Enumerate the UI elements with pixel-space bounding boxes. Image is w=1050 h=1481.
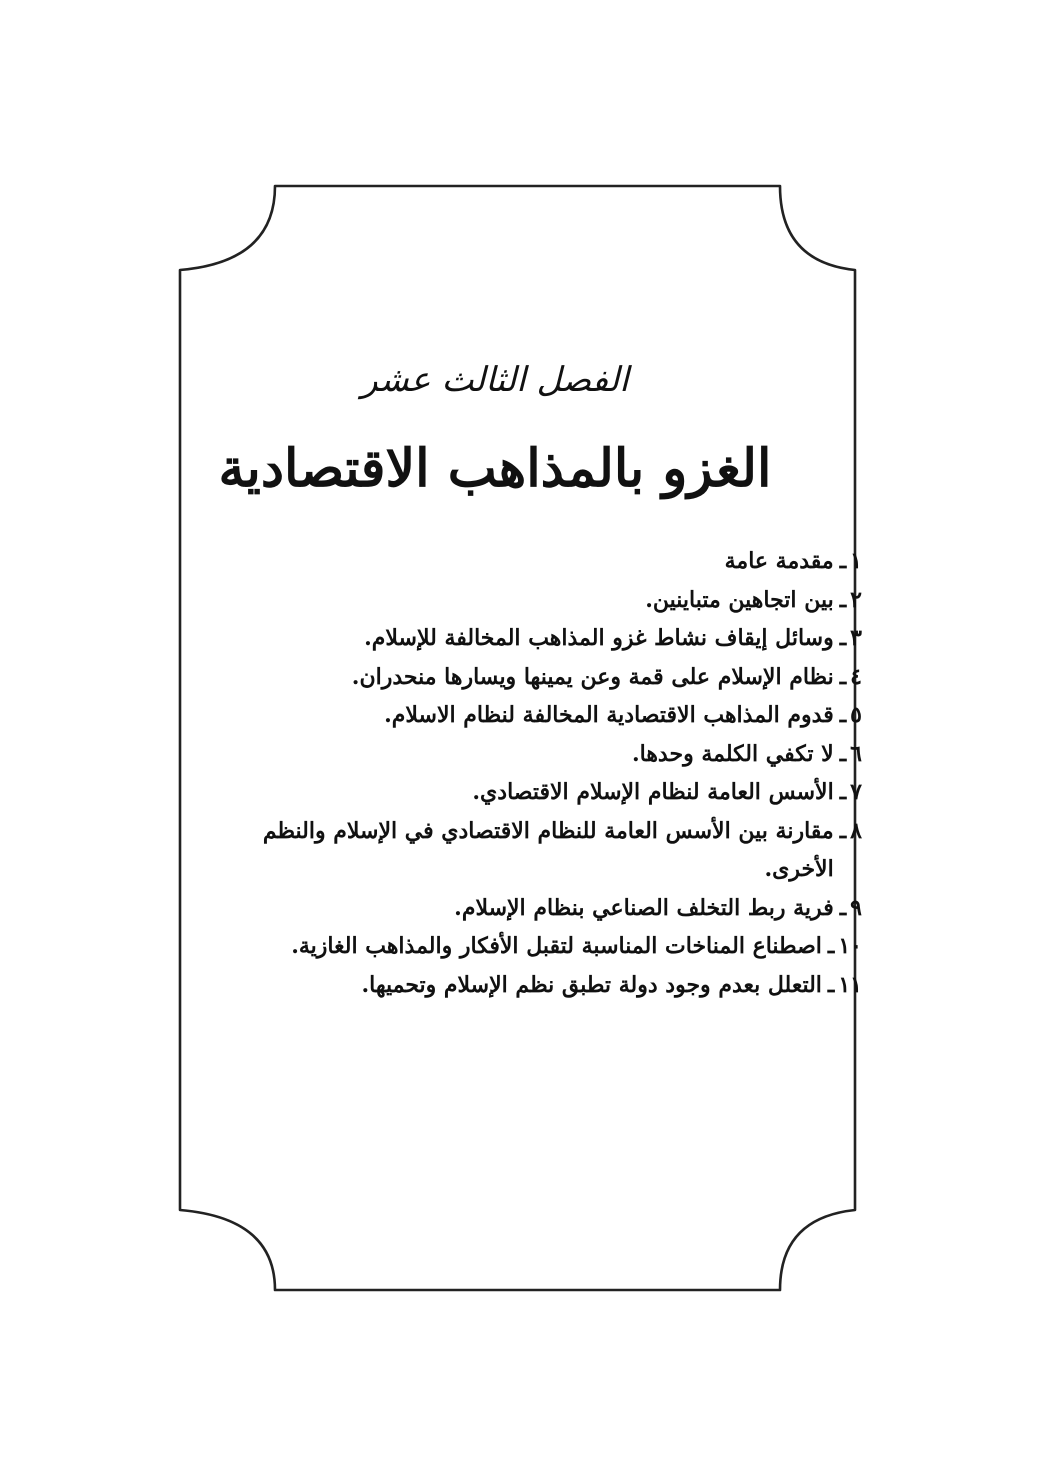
- toc-item-number: ٨: [850, 817, 862, 844]
- chapter-page: [200, 350, 862, 1004]
- toc-item: [212, 658, 862, 697]
- toc-item-text: وسائل إيقاف نشاط غزو المذاهب المخالفة للإسلام.: [364, 625, 834, 652]
- toc-item-dash: ـ: [827, 971, 835, 998]
- toc-item: [212, 812, 862, 889]
- toc-item-text: لا تكفي الكلمة وحدها.: [631, 740, 834, 767]
- chapter-contents-list: [212, 542, 862, 1004]
- toc-item-number: ٤: [850, 663, 862, 690]
- toc-item-text: التعلل بعدم وجود دولة تطبق نظم الإسلام وتحميها.: [361, 971, 822, 998]
- toc-item-text: قدوم المذاهب الاقتصادية المخالفة لنظام الاسلام.: [384, 702, 834, 729]
- toc-item: [212, 889, 862, 928]
- toc-item-number: ٩: [850, 894, 862, 921]
- toc-item-dash: ـ: [839, 586, 847, 613]
- toc-item-number: ١١: [838, 971, 862, 998]
- toc-item: [212, 735, 862, 774]
- toc-item: [212, 581, 862, 620]
- toc-item-number: ٣: [850, 625, 862, 652]
- toc-item: [212, 773, 862, 812]
- toc-item-dash: ـ: [839, 663, 847, 690]
- toc-item: [212, 696, 862, 735]
- toc-item-number: ١: [850, 548, 862, 575]
- toc-item-text: الأسس العامة لنظام الإسلام الاقتصادي.: [472, 779, 834, 806]
- toc-item-dash: ـ: [839, 894, 847, 921]
- toc-item-text: اصطناع المناخات المناسبة لتقبل الأفكار والمذاهب الغازية.: [291, 933, 822, 960]
- toc-item-text: بين اتجاهين متباينين.: [645, 586, 834, 613]
- toc-item-dash: ـ: [839, 702, 847, 729]
- toc-item-dash: ـ: [839, 548, 847, 575]
- toc-item-dash: ـ: [839, 779, 847, 806]
- toc-item: [212, 542, 862, 581]
- toc-item-number: ٥: [850, 702, 862, 729]
- toc-item: [212, 966, 862, 1005]
- toc-item-dash: ـ: [827, 933, 835, 960]
- toc-item-dash: ـ: [839, 740, 847, 767]
- toc-item-text: مقدمة عامة: [724, 548, 834, 575]
- toc-item-text: فرية ربط التخلف الصناعي بنظام الإسلام.: [454, 894, 834, 921]
- chapter-number-heading: الفصل الثالث عشر: [361, 360, 629, 400]
- toc-item-number: ٢: [850, 586, 862, 613]
- toc-item-text: مقارنة بين الأسس العامة للنظام الاقتصادي في الإسلام والنظم الأخرى.: [262, 817, 834, 883]
- toc-item-text: نظام الإسلام على قمة وعن يمينها ويسارها منحدران.: [351, 663, 834, 690]
- toc-item: [212, 619, 862, 658]
- toc-item-number: ٦: [850, 740, 862, 767]
- toc-item: [212, 927, 862, 966]
- toc-item-number: ٧: [850, 779, 862, 806]
- toc-item-number: ١٠: [838, 933, 862, 960]
- toc-item-dash: ـ: [839, 625, 847, 652]
- chapter-title: الغزو بالمذاهب الاقتصادية: [218, 438, 772, 499]
- toc-item-dash: ـ: [839, 817, 847, 844]
